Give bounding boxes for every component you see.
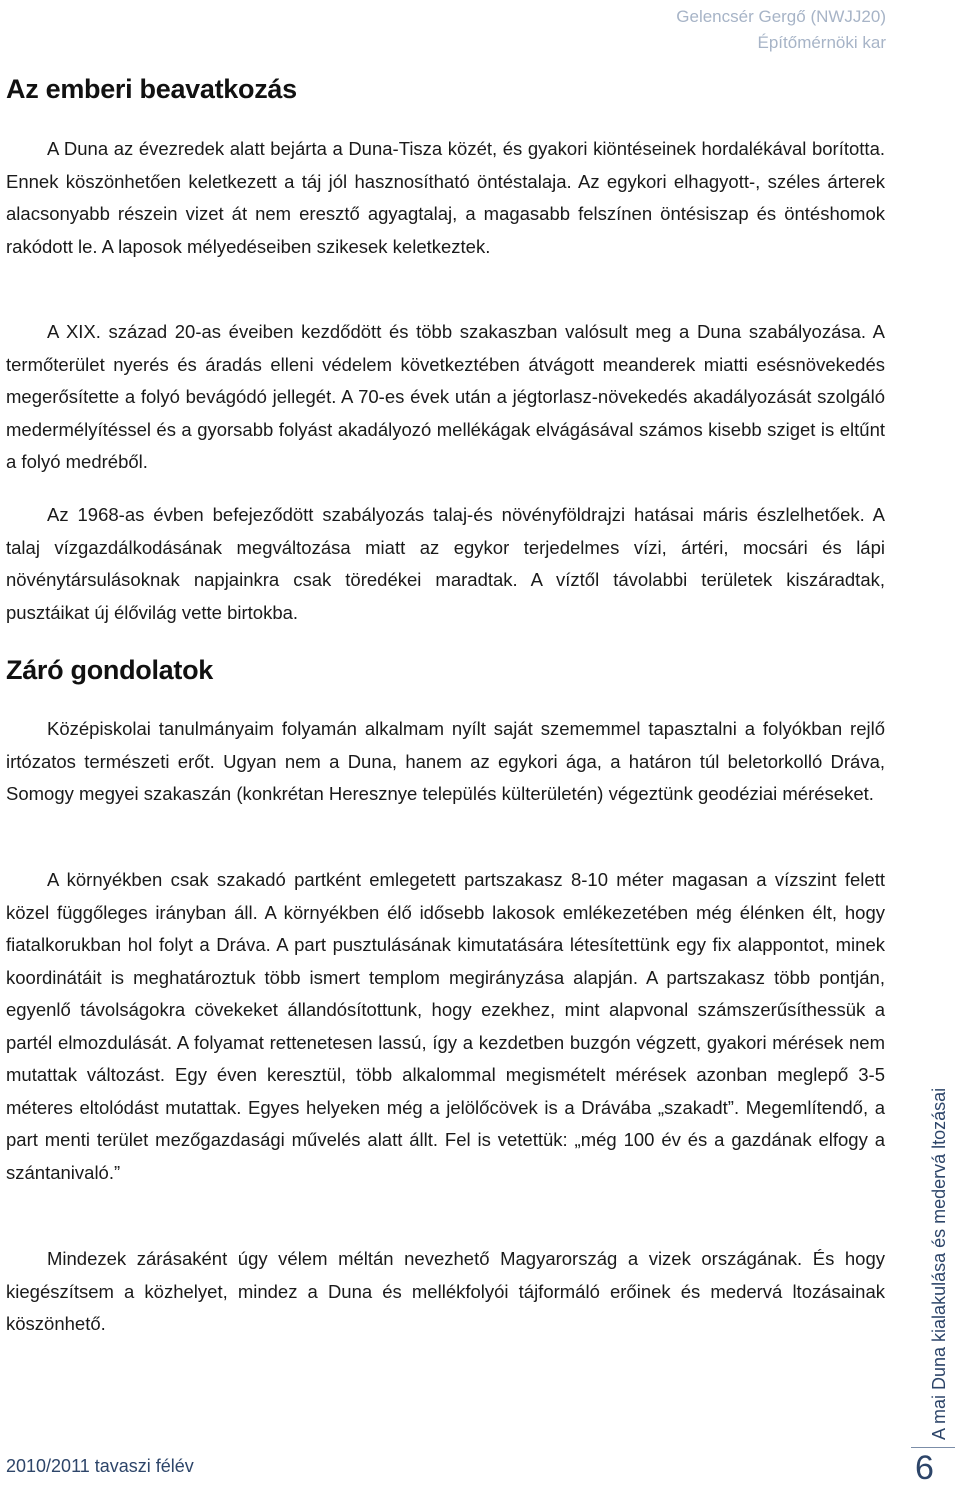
side-document-title: A mai Duna kialakulása és medervá ltozásai [929, 1087, 949, 1440]
paragraph-4: Középiskolai tanulmányaim folyamán alkalmam nyílt saját szememmel tapasztalni a folyókban rejlő irtózatos természeti erőt. Ugyan nem a Duna, hanem az egykori ága, a határon túl beletorkolló Dráva, Somogy megyei szakaszán (konkrétan Heresznye település külterületén) végeztünk geodéziai méréseket. [6, 718, 885, 804]
running-header [676, 4, 886, 56]
section-heading-closing-thoughts: Záró gondolatok [6, 655, 213, 685]
paragraph-3: Az 1968-as évben befejeződött szabályozás talaj-és növényföldrajzi hatásai máris észlelhetőek. A talaj vízgazdálkodásának megváltozása miatt az egykor terjedelmes vízi, ártéri, mocsári és lápi növénytársulásoknak napjainkra csak töredékei maradtak. A víztől távolabbi területek kiszáradtak, pusztáikat új élővilág vette birtokba. [6, 504, 885, 623]
header-author: Gelencsér Gergő (NWJJ20) [676, 7, 886, 26]
footer-divider [911, 1447, 955, 1448]
section-heading-human-intervention: Az emberi beavatkozás [6, 74, 297, 104]
paragraph-1: A Duna az évezredek alatt bejárta a Duna-Tisza közét, és gyakori kiöntéseinek hordalékával borította. Ennek köszönhetően keletkezett a táj jól hasznosítható öntéstalaja. Az egykori elhagyott-, széles árterek alacsonyabb részein vizet át nem eresztő agyagtalaj, a magasabb felszínen öntésiszap és öntéshomok rakódott le. A laposok mélyedéseiben szikesek keletkeztek. [6, 138, 885, 257]
paragraph-5: A környékben csak szakadó partként emlegetett partszakasz 8-10 méter magasan a vízszint felett közel függőleges irányban áll. A környékben élő idősebb lakosok emlékezetében még élénken élt, hogy fiatalkorukban hol folyt a Dráva. A part pusztulásának kimutatására létesítettünk egy fix alappontot, minek koordinátáit is meghatároztuk több ismert templom megirányzása alapján. A partszakasz több pontján, egyenlő távolságokra cövekeket állandósítottunk, hogy ezekhez, mint alapvonal számszerűsíthessük a partél elmozdulását. A folyamat rettenetesen lassú, így a kezdetben buzgón végzett, gyakori mérések nem mutattak változást. Egy éven keresztül, több alkalommal megismételt mérések azonban meglepő 3-5 méteres eltolódást mutattak. Egyes helyeken még a jelölőcövek is a Drávába „szakadt”. Megemlítendő, a part menti terület mezőgazdasági művelés alatt állt. Fel is vetettük: „még 100 év és a gazdának elfogy a szántanivaló.” [6, 869, 885, 1183]
header-program: Építőmérnöki kar [757, 33, 886, 52]
paragraph-6: Mindezek zárásaként úgy vélem méltán nevezhető Magyarország a vizek országának. És hogy kiegészítsem a közhelyet, mindez a Duna és mellékfolyói tájformáló erőinek és medervá ltozásainak köszönhető. [6, 1248, 885, 1334]
page-number: 6 [915, 1449, 934, 1487]
paragraph-2: A XIX. század 20-as éveiben kezdődött és több szakaszban valósult meg a Duna szabályozása. A termőterület nyerés és áradás elleni védelem következtében átvágott meanderek miatti esésnövekedés megerősítette a folyó bevágódó jellegét. A 70-es évek után a jégtorlasz-növekedés akadályozását szolgáló medermélyítéssel és a gyorsabb folyást akadályozó mellékágak elvágásával számos kisebb sziget is eltűnt a folyó medréből. [6, 321, 885, 472]
footer-semester: 2010/2011 tavaszi félév [6, 1456, 194, 1476]
